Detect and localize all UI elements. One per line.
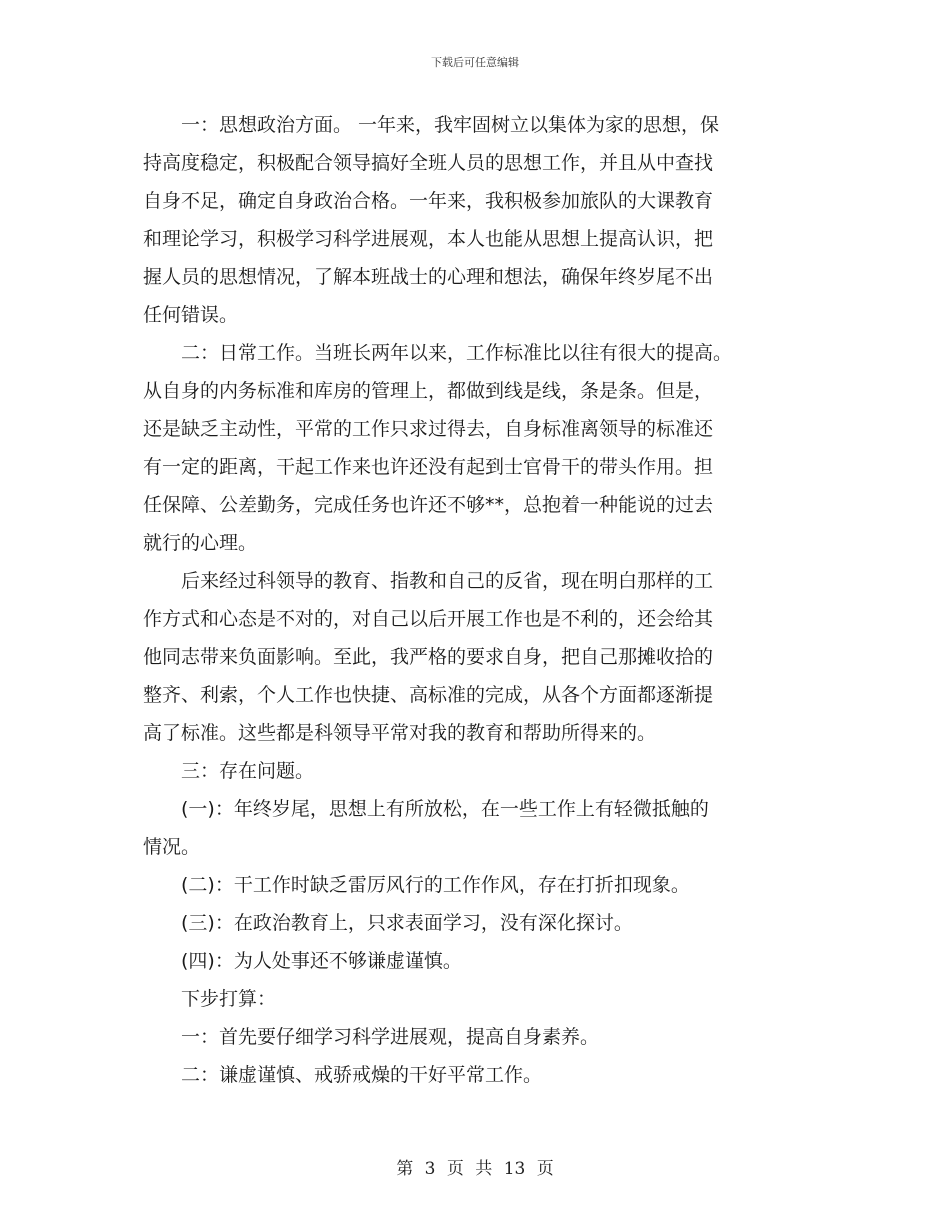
text-line: (四)：为人处事还不够谦虚谨慎。 [181,950,462,972]
footer-page-prefix: 第 [396,1159,414,1179]
paragraph [143,1056,808,1094]
text-line: (三)：在政治教育上，只求表面学习，没有深化探讨。 [181,912,633,934]
footer-page-word: 页 [446,1159,464,1179]
text-line: 还是缺乏主动性，平常的工作只求过得去，自身标准离领导的标准还 [143,418,714,440]
paragraph [143,1018,808,1056]
text-line: 一：首先要仔细学习科学进展观，提高自身素养。 [181,1026,600,1048]
text-line: (一)：年终岁尾，思想上有所放松，在一些工作上有轻微抵触的 [181,798,709,820]
text-line: 有一定的距离，干起工作来也许还没有起到士官骨干的带头作用。担 [143,456,714,478]
paragraph [143,562,808,752]
footer-total-prefix: 共 [475,1159,493,1179]
paragraph [143,334,808,562]
footer-total-pages: 13 [503,1159,526,1179]
text-line: 情况。 [143,836,201,858]
text-line: 一：思想政治方面。 一年来，我牢固树立以集体为家的思想，保 [181,114,720,136]
document-body [143,106,808,1094]
page-header: 下载后可任意编辑 [431,56,519,69]
text-line: 高了标准。这些都是科领导平常对我的教育和帮助所得来的。 [143,722,657,744]
paragraph [143,904,808,942]
text-line: 整齐、利索，个人工作也快捷、高标准的完成，从各个方面都逐渐提 [143,684,714,706]
text-line: 二：日常工作。当班长两年以来，工作标准比以往有很大的提高。 [181,342,733,364]
text-line: 握人员的思想情况，了解本班战士的心理和想法，确保年终岁尾不出 [143,266,714,288]
text-line: 他同志带来负面影响。至此，我严格的要求自身，把自己那摊收拾的 [143,646,714,668]
text-line: 自身不足，确定自身政治合格。一年来，我积极参加旅队的大课教育 [143,190,714,212]
paragraph [143,866,808,904]
text-line: 作方式和心态是不对的，对自己以后开展工作也是不利的，还会给其 [143,608,714,630]
paragraph [143,980,808,1018]
text-line: 三：存在问题。 [181,760,315,782]
text-line: 从自身的内务标准和库房的管理上，都做到线是线，条是条。但是， [143,380,714,402]
text-line: 和理论学习，积极学习科学进展观，本人也能从思想上提高认识，把 [143,228,714,250]
text-line: 后来经过科领导的教育、指教和自己的反省，现在明白那样的工 [181,570,714,592]
paragraph [143,942,808,980]
paragraph [143,790,808,866]
text-line: 任何错误。 [143,304,239,326]
text-line: 任保障、公差勤务，完成任务也许还不够**，总抱着一种能说的过去 [143,494,714,516]
footer-total-word: 页 [536,1159,554,1179]
text-line: 二：谦虚谨慎、戒骄戒燥的干好平常工作。 [181,1064,543,1086]
text-line: 就行的心理。 [143,532,258,554]
footer-current-page: 3 [424,1159,436,1179]
page-footer [0,1154,950,1179]
text-line: 下步打算： [181,988,277,1010]
paragraph [143,752,808,790]
text-line: (二)：干工作时缺乏雷厉风行的工作作风，存在打折扣现象。 [181,874,690,896]
paragraph [143,106,808,334]
text-line: 持高度稳定，积极配合领导搞好全班人员的思想工作，并且从中查找 [143,152,714,174]
